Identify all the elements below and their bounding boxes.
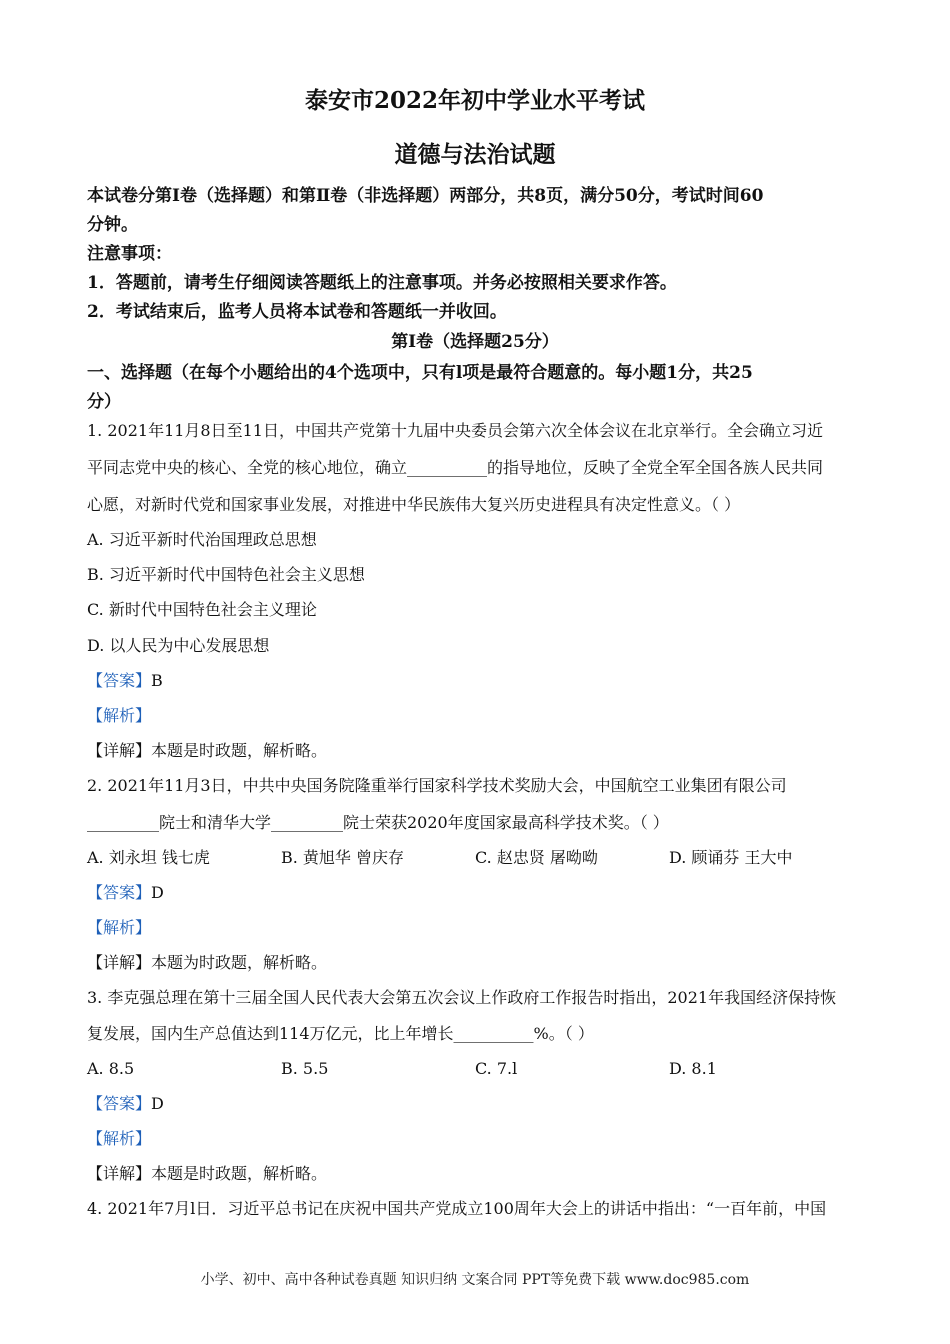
q3-line-1: 3. 李克强总理在第十三届全国人民代表大会第五次会议上作政府工作报告时指出，2021年我国经济保持恢: [87, 988, 837, 1007]
answer-value: D: [151, 1094, 164, 1113]
detail-tag: 【详解】: [87, 1164, 152, 1183]
q1-detail: [87, 740, 327, 762]
answer-value: D: [151, 883, 164, 902]
answer-value: B: [151, 671, 163, 690]
notice-item-1: 1．答题前，请考生仔细阅读答题纸上的注意事项。并务必按照相关要求作答。: [87, 273, 677, 293]
q2-line-1: 2. 2021年11月3日，中共中央国务院隆重举行国家科学技术奖励大会，中国航空工业集团有限公司: [87, 776, 787, 795]
intro-line-1: 本试卷分第Ⅰ卷（选择题）和第Ⅱ卷（非选择题）两部分，共8页，满分50分，考试时间60: [87, 186, 764, 206]
q2-option-b: B. 黄旭华 曾庆存: [281, 848, 405, 867]
intro-line-2: 分钟。: [87, 215, 138, 235]
q3-answer: [87, 1093, 164, 1115]
q1-line-2: 平同志党中央的核心、全党的核心地位，确立__________的指导地位，反映了全党全军全国各族人民共同: [87, 458, 824, 477]
q3-analysis-tag: 【解析】: [87, 1129, 152, 1148]
detail-tag: 【详解】: [87, 953, 152, 972]
q2-analysis-tag: 【解析】: [87, 918, 152, 937]
q1-line-3: 心愿，对新时代党和国家事业发展，对推进中华民族伟大复兴历史进程具有决定性意义。（ ）: [87, 495, 741, 514]
exam-title: 泰安市2022年初中学业水平考试: [304, 87, 645, 114]
q1-option-a: A. 习近平新时代治国理政总思想: [87, 530, 317, 549]
q2-detail: [87, 952, 327, 974]
notice-item-2: 2．考试结束后，监考人员将本试卷和答题纸一并收回。: [87, 302, 507, 322]
notice-title: 注意事项：: [87, 244, 172, 264]
section-title: 第Ⅰ卷（选择题25分）: [391, 332, 559, 352]
detail-tag: 【详解】: [87, 741, 152, 760]
exam-subtitle: 道德与法治试题: [394, 141, 556, 168]
q1-option-d: D. 以人民为中心发展思想: [87, 636, 270, 655]
answer-tag: 【答案】: [87, 1094, 152, 1113]
page-footer: 小学、初中、高中各种试卷真题 知识归纳 文案合同 PPT等免费下载 www.doc985.com: [200, 1272, 750, 1288]
q4-line-1: 4. 2021年7月l日．习近平总书记在庆祝中国共产党成立100周年大会上的讲话中指出：“一百年前，中国: [87, 1199, 827, 1218]
q3-detail: [87, 1163, 327, 1185]
detail-text: 本题是时政题，解析略。: [151, 741, 328, 760]
q2-option-d: D. 顾诵芬 王大中: [669, 848, 793, 867]
answer-tag: 【答案】: [87, 883, 152, 902]
detail-text: 本题为时政题，解析略。: [151, 953, 328, 972]
q1-option-c: C. 新时代中国特色社会主义理论: [87, 600, 317, 619]
q3-option-a: A. 8.5: [87, 1059, 135, 1078]
section-heading-1: 一、选择题（在每个小题给出的4个选项中，只有l项是最符合题意的。每小题1分，共25: [87, 363, 753, 383]
section-heading-2: 分）: [87, 392, 121, 412]
q3-option-c: C. 7.l: [475, 1059, 518, 1078]
detail-text: 本题是时政题，解析略。: [151, 1164, 328, 1183]
q2-option-a: A. 刘永坦 钱七虎: [87, 848, 210, 867]
q2-option-c: C. 赵忠贤 屠呦呦: [475, 848, 598, 867]
q1-line-1: 1. 2021年11月8日至11日，中国共产党第十九届中央委员会第六次全体会议在北京举行。全会确立习近: [87, 421, 823, 440]
q2-line-2: _________院士和清华大学_________院士荣获2020年度国家最高科学技术奖。（ ）: [87, 813, 669, 832]
q1-analysis-tag: 【解析】: [87, 706, 152, 725]
q1-answer: [87, 670, 163, 692]
q1-option-b: B. 习近平新时代中国特色社会主义思想: [87, 565, 365, 584]
q3-option-d: D. 8.1: [669, 1059, 717, 1078]
q3-line-2: 复发展，国内生产总值达到114万亿元，比上年增长__________%。（ ）: [87, 1024, 594, 1043]
q3-option-b: B. 5.5: [281, 1059, 329, 1078]
q2-answer: [87, 882, 164, 904]
answer-tag: 【答案】: [87, 671, 152, 690]
